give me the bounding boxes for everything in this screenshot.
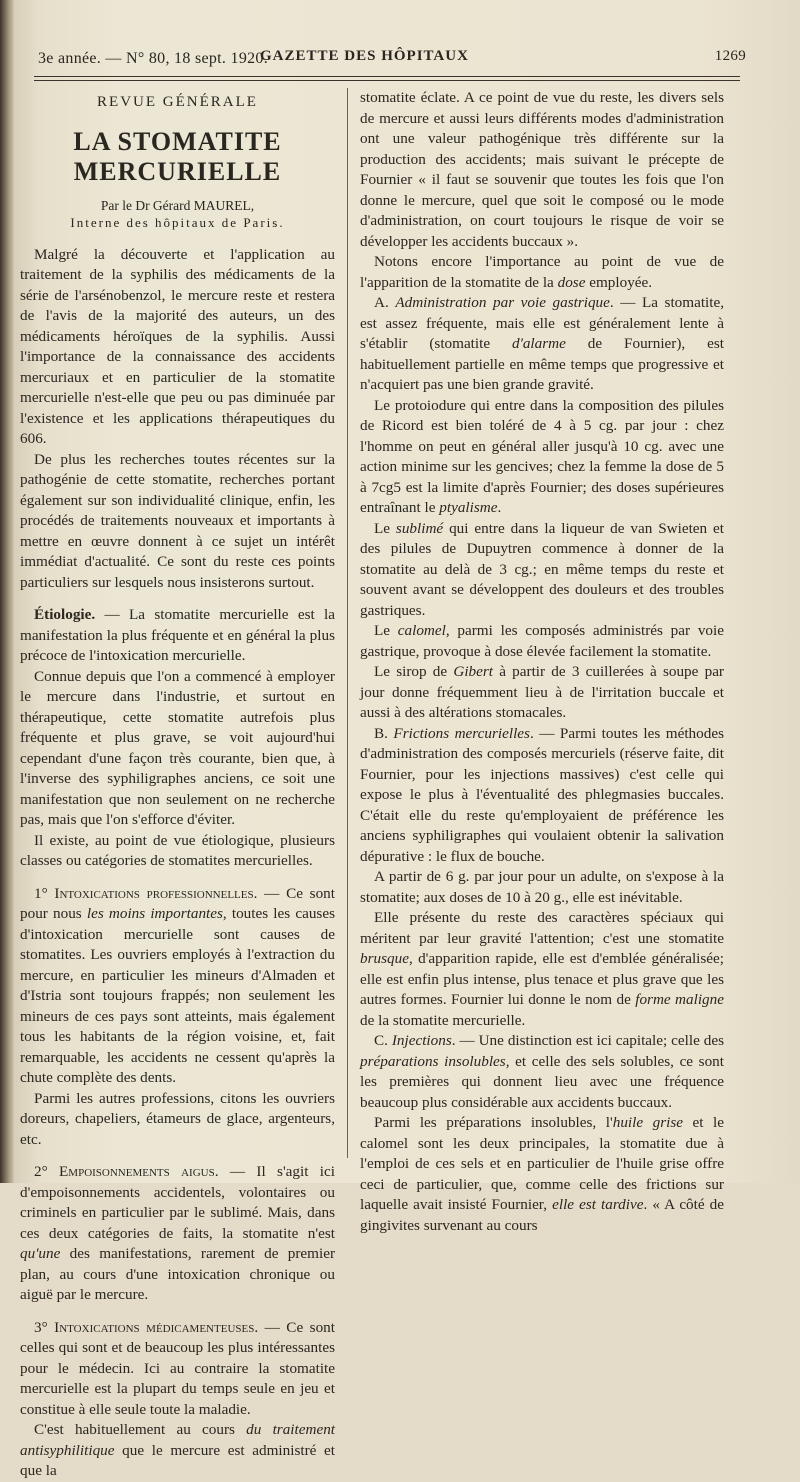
article-title: LA STOMATITE MERCURIELLE <box>73 126 282 186</box>
journal-title: GAZETTE DES HÔPITAUX <box>260 48 469 64</box>
paragraph: 2° Empoisonnements aigus. — Il s'agit ici d'empoisonnements accidentels, volontaires ou criminels en particulier par le sublimé. Mais, dans ces deux catégories de faits, la stomatite n'est qu'une des manifestations, rarement de premier plan, au cours d'une intoxication chronique ou aiguë par le mercure. <box>20 1163 335 1303</box>
paragraph: Étiologie. — La stomatite mercurielle est la manifestation la plus fréquente et en général la plus précoce de l'intoxication mercurielle. <box>20 606 335 664</box>
paragraph: Parmi les préparations insolubles, l'huile grise et le calomel sont les deux principales, la stomatite due à l'emploi de ces sels et en particulier de l'huile grise offre ceci de particulier, que, comme celle des frictions sur laquelle avait insisté Fournier, elle est tardive. « A côté de gingivites survenant au cours <box>360 1114 724 1234</box>
paragraph: Notons encore l'importance au point de vue de l'apparition de la stomatite de la dose employée. <box>360 253 724 291</box>
paragraph: A. Administration par voie gastrique. — La stomatite, est assez fréquente, mais elle est généralement lente à s'établir (stomatite d'alarme de Fournier), est habituellement partielle en même temps que progressive et n'acquiert pas une bien grande gravité. <box>360 294 725 393</box>
header-rule-top <box>34 76 740 77</box>
paragraph: A partir de 6 g. par jour pour un adulte, on s'expose à la stomatite; aux doses de 10 à 20 g., elle est inévitable. <box>360 868 724 906</box>
paragraph: Connue depuis que l'on a commencé à employer le mercure dans l'industrie, et surtout en thérapeutique, cette stomatite autrefois plus fréquente et plus grave, se voit aujourd'hui cependant d'une façon très courante, bien que, à l'inverse des syphiligraphes anciens, ce soit une manifestation que non seulement on ne recherche pas, mais que l'on s'efforce d'éviter. <box>20 667 335 828</box>
paragraph: C'est habituellement au cours du traitement antisyphilitique que le mercure est administré et que la <box>20 1421 336 1479</box>
paragraph: Le protoiodure qui entre dans la composition des pilules de Ricord est bien toléré de 4 à 5 cg. par jour : chez l'homme on peut en général aller jusqu'à 10 cg. avec une action minime sur les gencives; chez la femme la dose de 5 à 7cg5 est la limite d'après Fournier; des doses supérieures entraînant le ptyalisme. <box>360 396 724 516</box>
paragraph: C. Injections. — Une distinction est ici capitale; celle des préparations insolubles, et celle des sels solubles, ce sont les premières qui donnent lieu avec une fréquence beaucoup plus considérable aux accidents buccaux. <box>360 1032 724 1111</box>
subsection-heading: 3° Intoxications médicamenteuses. <box>34 1318 259 1336</box>
paragraph: Il existe, au point de vue étiologique, plusieurs classes ou catégories de stomatites mercurielles. <box>20 831 335 869</box>
issue-info: 3e année. — N° 80, 18 sept. 1920. <box>38 50 269 67</box>
page-number: 1269 <box>714 48 746 64</box>
paragraph: Parmi les autres professions, citons les ouvriers doreurs, chapeliers, étameurs de glace, argenteurs, etc. <box>20 1089 335 1148</box>
column-divider <box>347 88 348 1158</box>
right-column <box>360 88 724 1236</box>
article-byline: Par le Dr Gérard MAUREL, <box>100 197 255 213</box>
subsection-heading: 2° Empoisonnements aigus. <box>34 1163 219 1180</box>
subsection-heading: Étiologie. <box>34 606 96 623</box>
paragraph: 3° Intoxications médicamenteuses. — Ce sont celles qui sont et de beaucoup les plus intéressantes pour le médecin. Ici au contraire la stomatite mercurielle est la plupart du temps seule en jeu et constitue à elle seule toute la maladie. <box>20 1318 335 1418</box>
paragraph: Le sirop de Gibert à partir de 3 cuillerées à soupe par jour donne fréquemment lieu à de l'irritation buccale et aussi à des altérations stomacales. <box>360 663 724 721</box>
author-affiliation: Interne des hôpitaux de Paris. <box>70 214 285 230</box>
subsection-heading: 1° Intoxications professionnelles. <box>34 884 258 902</box>
left-column <box>20 88 335 1482</box>
paragraph: De plus les recherches toutes récentes sur la pathogénie de cette stomatite, recherches portant également sur son individualité clinique, enfin, les procédés de traitements nouveaux et importants à mettre en œuvre donnent à ce sujet un intérêt immédiat d'actualité. Ce sont du reste ces points particuliers sur lesquels nous insisterons surtout. <box>20 450 335 591</box>
paragraph: Elle présente du reste des caractères spéciaux qui méritent par leur gravité l'attention; c'est une stomatite brusque, d'apparition rapide, elle est d'emblée généralisée; elle est enfin plus intense, plus tenace et plus grave que les autres formes. Fournier lui donne le nom de forme maligne de la stomatite mercurielle. <box>360 909 724 1029</box>
page-binding-shadow <box>0 0 14 1183</box>
paragraph: stomatite éclate. A ce point de vue du reste, les divers sels de mercure et aussi leurs différents modes d'administration ont une valeur pathogénique très différente sur la production des accidents; mais suivant le précepte de Fournier « il faut se souvenir que toutes les fois que l'on donne le mercure, quel que soit le composé ou le mode d'administration, on court toujours le risque de voir se développer les accidents buccaux ». <box>360 89 724 250</box>
paragraph: Le calomel, parmi les composés administrés par voie gastrique, provoque à dose élevée facilement la stomatite. <box>360 622 724 660</box>
paragraph: 1° Intoxications professionnelles. — Ce sont pour nous les moins importantes, toutes les causes d'intoxication mercurielle sont causes de stomatites. Les ouvriers employés à l'extraction du mercure, en particulier les mineurs d'Almaden et d'Istria sont toujours frappés; non seulement les mineurs de ces pays sont atteints, mais également tous les habitants de la région voisine, et, fait remarquable, les accidents ne cessent qu'après la chute complète des dents. <box>20 884 335 1086</box>
paragraph: Le sublimé qui entre dans la liqueur de van Swieten et des pilules de Dupuytren commence à donner de la stomatite au delà de 3 cg.; en même temps du reste et souvent avant se développent des douleurs et des troubles gastriques. <box>360 519 724 619</box>
paragraph: B. Frictions mercurielles. — Parmi toutes les méthodes d'administration des composés mercuriels (réserve faite, dit Fournier, pour les injections massives) c'est celle qui expose le plus à l'éventualité des phlegmasies buccales. C'était elle du reste qu'employaient de préférence les anciens syphiligraphes qui voulaient obtenir la salivation dépurative : le flux de bouche. <box>360 724 724 865</box>
header-rule-bottom <box>34 80 740 81</box>
paragraph: Malgré la découverte et l'application au traitement de la syphilis des médicaments de la série de l'arsénobenzol, le mercure reste et restera de l'avis de la majorité des auteurs, un des médicaments héroïques de la syphilis. Aussi l'importance de la connaissance des accidents mercuriaux et en particulier de la stomatite mercurielle n'est-elle que peu ou pas diminuée par l'existence et les applications thérapeutiques du 606. <box>20 245 335 447</box>
section-label: REVUE GÉNÉRALE <box>97 94 258 110</box>
running-header <box>38 46 746 72</box>
